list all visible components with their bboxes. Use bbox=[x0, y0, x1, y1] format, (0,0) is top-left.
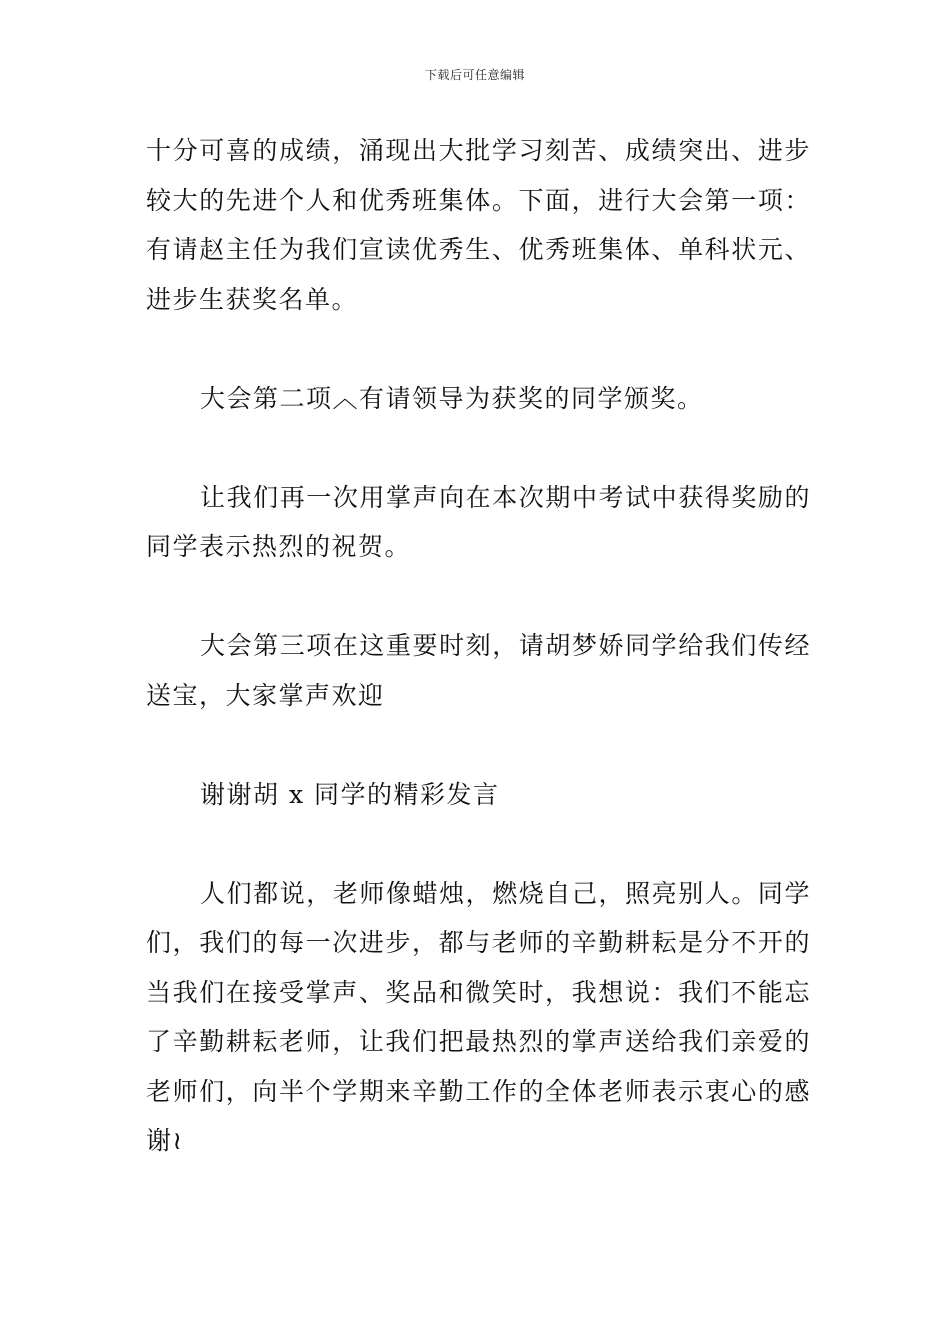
paragraph-5: 谢谢胡 x 同学的精彩发言 bbox=[200, 779, 500, 809]
paragraph-gap bbox=[146, 572, 811, 622]
page-header: 下载后可任意编辑 bbox=[424, 68, 525, 82]
paragraph-4: 大会第三项在这重要时刻，请胡梦娇同学给我们传经送宝，大家掌声欢迎 bbox=[146, 631, 811, 710]
paragraph-gap bbox=[146, 423, 811, 473]
paragraph-gap bbox=[146, 324, 811, 374]
paragraph-3: 让我们再一次用掌声向在本次期中考试中获得奖励的同学表示热烈的祝贺。 bbox=[146, 482, 811, 561]
paragraph-6: 人们都说，老师像蜡烛，燃烧自己，照亮别人。同学们，我们的每一次进步，都与老师的辛勤耕耘是分不开的当我们在接受掌声、奖品和微笑时，我想说：我们不能忘了辛勤耕耘老师，让我们把最热烈的掌声送给我们亲爱的老师们，向半个学期来辛勤工作的全体老师表示衷心的感谢≀ bbox=[146, 878, 811, 1155]
paragraph-gap bbox=[146, 819, 811, 869]
paragraph-2: 大会第二项︿有请领导为获奖的同学颁奖。 bbox=[200, 383, 704, 413]
document-body bbox=[146, 126, 811, 1166]
paragraph-gap bbox=[146, 720, 811, 770]
paragraph-1: 十分可喜的成绩，涌现出大批学习刻苦、成绩突出、进步较大的先进个人和优秀班集体。下面，进行大会第一项：有请赵主任为我们宣读优秀生、优秀班集体、单科状元、进步生获奖名单。 bbox=[146, 136, 811, 314]
